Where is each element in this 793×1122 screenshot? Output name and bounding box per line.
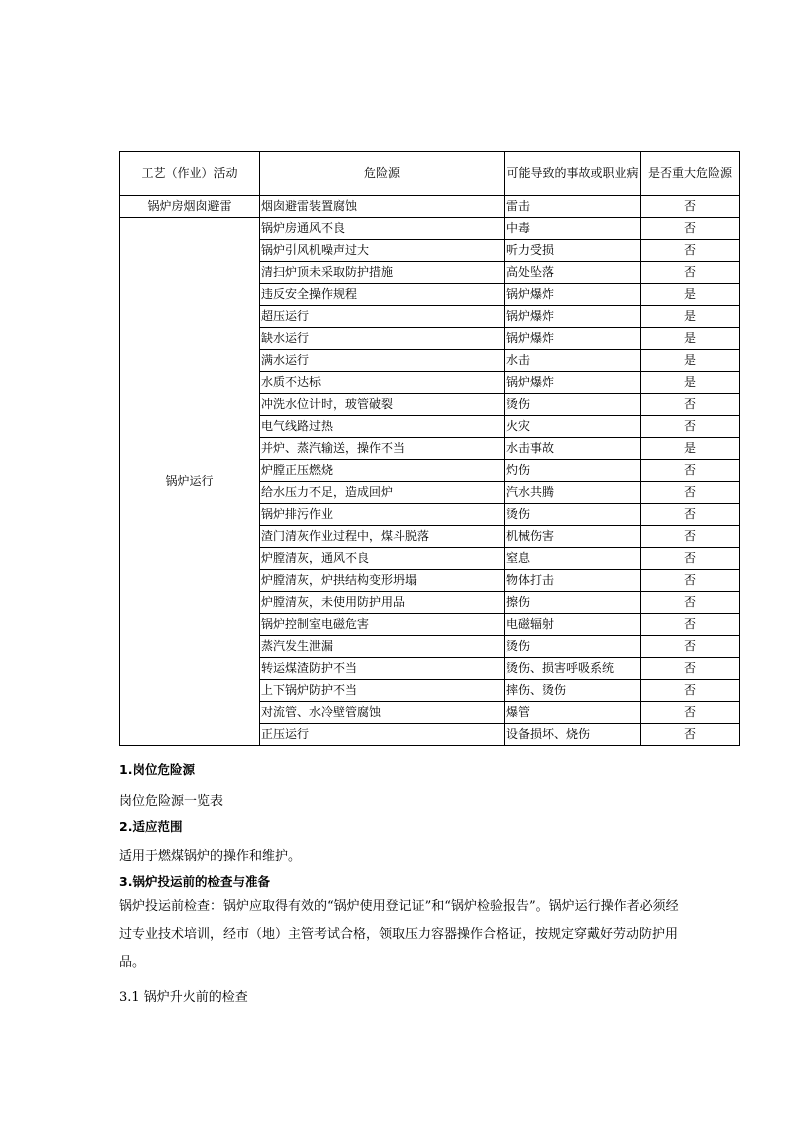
major-cell: 否 xyxy=(641,196,740,218)
accident-cell: 擦伤 xyxy=(505,592,641,614)
section-3-heading: 3.锅炉投运前的检查与准备 xyxy=(119,874,270,889)
activity-cell: 锅炉房烟囱避雷 xyxy=(120,196,260,218)
accident-cell: 锅炉爆炸 xyxy=(505,284,641,306)
accident-cell: 烫伤、损害呼吸系统 xyxy=(505,658,641,680)
accident-cell: 灼伤 xyxy=(505,460,641,482)
hazard-cell: 水质不达标 xyxy=(260,372,505,394)
major-cell: 否 xyxy=(641,460,740,482)
accident-cell: 雷击 xyxy=(505,196,641,218)
accident-cell: 机械伤害 xyxy=(505,526,641,548)
section-3-1-text: 3.1 锅炉升火前的检查 xyxy=(119,990,248,1005)
table-row xyxy=(120,218,740,240)
section-3-text: 锅炉投运前检查：锅炉应取得有效的“锅炉使用登记证”和“锅炉检验报告”。锅炉运行操作者必须经过专业技术培训，经市（地）主管考试合格，领取压力容器操作合格证，按规定穿戴好劳动防护用品。 xyxy=(119,899,679,970)
hazard-cell: 烟囱避雷装置腐蚀 xyxy=(260,196,505,218)
table-body xyxy=(120,196,740,746)
accident-cell: 锅炉爆炸 xyxy=(505,328,641,350)
accident-cell: 烫伤 xyxy=(505,636,641,658)
major-cell: 否 xyxy=(641,416,740,438)
major-cell: 否 xyxy=(641,592,740,614)
hazard-cell: 缺水运行 xyxy=(260,328,505,350)
hazard-cell: 锅炉房通风不良 xyxy=(260,218,505,240)
major-cell: 是 xyxy=(641,284,740,306)
header-accident: 可能导致的事故或职业病 xyxy=(505,152,641,196)
major-cell: 否 xyxy=(641,218,740,240)
accident-cell: 中毒 xyxy=(505,218,641,240)
hazard-cell: 炉膛清灰，未使用防护用品 xyxy=(260,592,505,614)
major-cell: 否 xyxy=(641,548,740,570)
accident-cell: 汽水共腾 xyxy=(505,482,641,504)
table-header-row xyxy=(120,152,740,196)
major-cell: 否 xyxy=(641,394,740,416)
major-cell: 否 xyxy=(641,702,740,724)
accident-cell: 高处坠落 xyxy=(505,262,641,284)
major-cell: 否 xyxy=(641,482,740,504)
hazard-cell: 蒸汽发生泄漏 xyxy=(260,636,505,658)
accident-cell: 设备损坏、烧伤 xyxy=(505,724,641,746)
hazard-cell: 清扫炉顶未采取防护措施 xyxy=(260,262,505,284)
major-cell: 否 xyxy=(641,570,740,592)
major-cell: 是 xyxy=(641,372,740,394)
major-cell: 是 xyxy=(641,328,740,350)
header-major: 是否重大危险源 xyxy=(641,152,740,196)
major-cell: 是 xyxy=(641,438,740,460)
major-cell: 否 xyxy=(641,614,740,636)
hazard-cell: 锅炉排污作业 xyxy=(260,504,505,526)
hazard-cell: 渣门清灰作业过程中，煤斗脱落 xyxy=(260,526,505,548)
hazard-cell: 上下锅炉防护不当 xyxy=(260,680,505,702)
major-cell: 否 xyxy=(641,262,740,284)
activity-cell: 锅炉运行 xyxy=(120,218,260,746)
hazard-cell: 违反安全操作规程 xyxy=(260,284,505,306)
header-activity: 工艺（作业）活动 xyxy=(120,152,260,196)
accident-cell: 烫伤 xyxy=(505,504,641,526)
section-2-text: 适用于燃煤锅炉的操作和维护。 xyxy=(119,849,302,864)
hazard-cell: 炉膛正压燃烧 xyxy=(260,460,505,482)
hazard-cell: 超压运行 xyxy=(260,306,505,328)
hazard-cell: 炉膛清灰，炉拱结构变形坍塌 xyxy=(260,570,505,592)
accident-cell: 水击事故 xyxy=(505,438,641,460)
major-cell: 否 xyxy=(641,504,740,526)
hazard-cell: 转运煤渣防护不当 xyxy=(260,658,505,680)
major-cell: 否 xyxy=(641,526,740,548)
header-hazard: 危险源 xyxy=(260,152,505,196)
accident-cell: 锅炉爆炸 xyxy=(505,372,641,394)
accident-cell: 锅炉爆炸 xyxy=(505,306,641,328)
hazard-cell: 电气线路过热 xyxy=(260,416,505,438)
major-cell: 否 xyxy=(641,724,740,746)
hazard-cell: 炉膛清灰，通风不良 xyxy=(260,548,505,570)
hazard-cell: 锅炉引风机噪声过大 xyxy=(260,240,505,262)
accident-cell: 窒息 xyxy=(505,548,641,570)
accident-cell: 火灾 xyxy=(505,416,641,438)
hazard-table xyxy=(119,151,740,746)
accident-cell: 摔伤、烫伤 xyxy=(505,680,641,702)
accident-cell: 爆管 xyxy=(505,702,641,724)
major-cell: 否 xyxy=(641,680,740,702)
hazard-cell: 给水压力不足，造成回炉 xyxy=(260,482,505,504)
hazard-cell: 冲洗水位计时，玻管破裂 xyxy=(260,394,505,416)
major-cell: 否 xyxy=(641,658,740,680)
table-row xyxy=(120,196,740,218)
hazard-cell: 锅炉控制室电磁危害 xyxy=(260,614,505,636)
accident-cell: 烫伤 xyxy=(505,394,641,416)
hazard-cell: 并炉、蒸汽输送，操作不当 xyxy=(260,438,505,460)
accident-cell: 电磁辐射 xyxy=(505,614,641,636)
major-cell: 是 xyxy=(641,306,740,328)
accident-cell: 物体打击 xyxy=(505,570,641,592)
accident-cell: 水击 xyxy=(505,350,641,372)
section-2-heading: 2.适应范围 xyxy=(119,819,183,834)
section-1-heading: 1.岗位危险源 xyxy=(119,762,195,777)
hazard-cell: 对流管、水冷壁管腐蚀 xyxy=(260,702,505,724)
hazard-cell: 正压运行 xyxy=(260,724,505,746)
major-cell: 否 xyxy=(641,636,740,658)
hazard-cell: 满水运行 xyxy=(260,350,505,372)
major-cell: 否 xyxy=(641,240,740,262)
accident-cell: 听力受损 xyxy=(505,240,641,262)
section-1-text: 岗位危险源一览表 xyxy=(119,794,224,809)
major-cell: 是 xyxy=(641,350,740,372)
